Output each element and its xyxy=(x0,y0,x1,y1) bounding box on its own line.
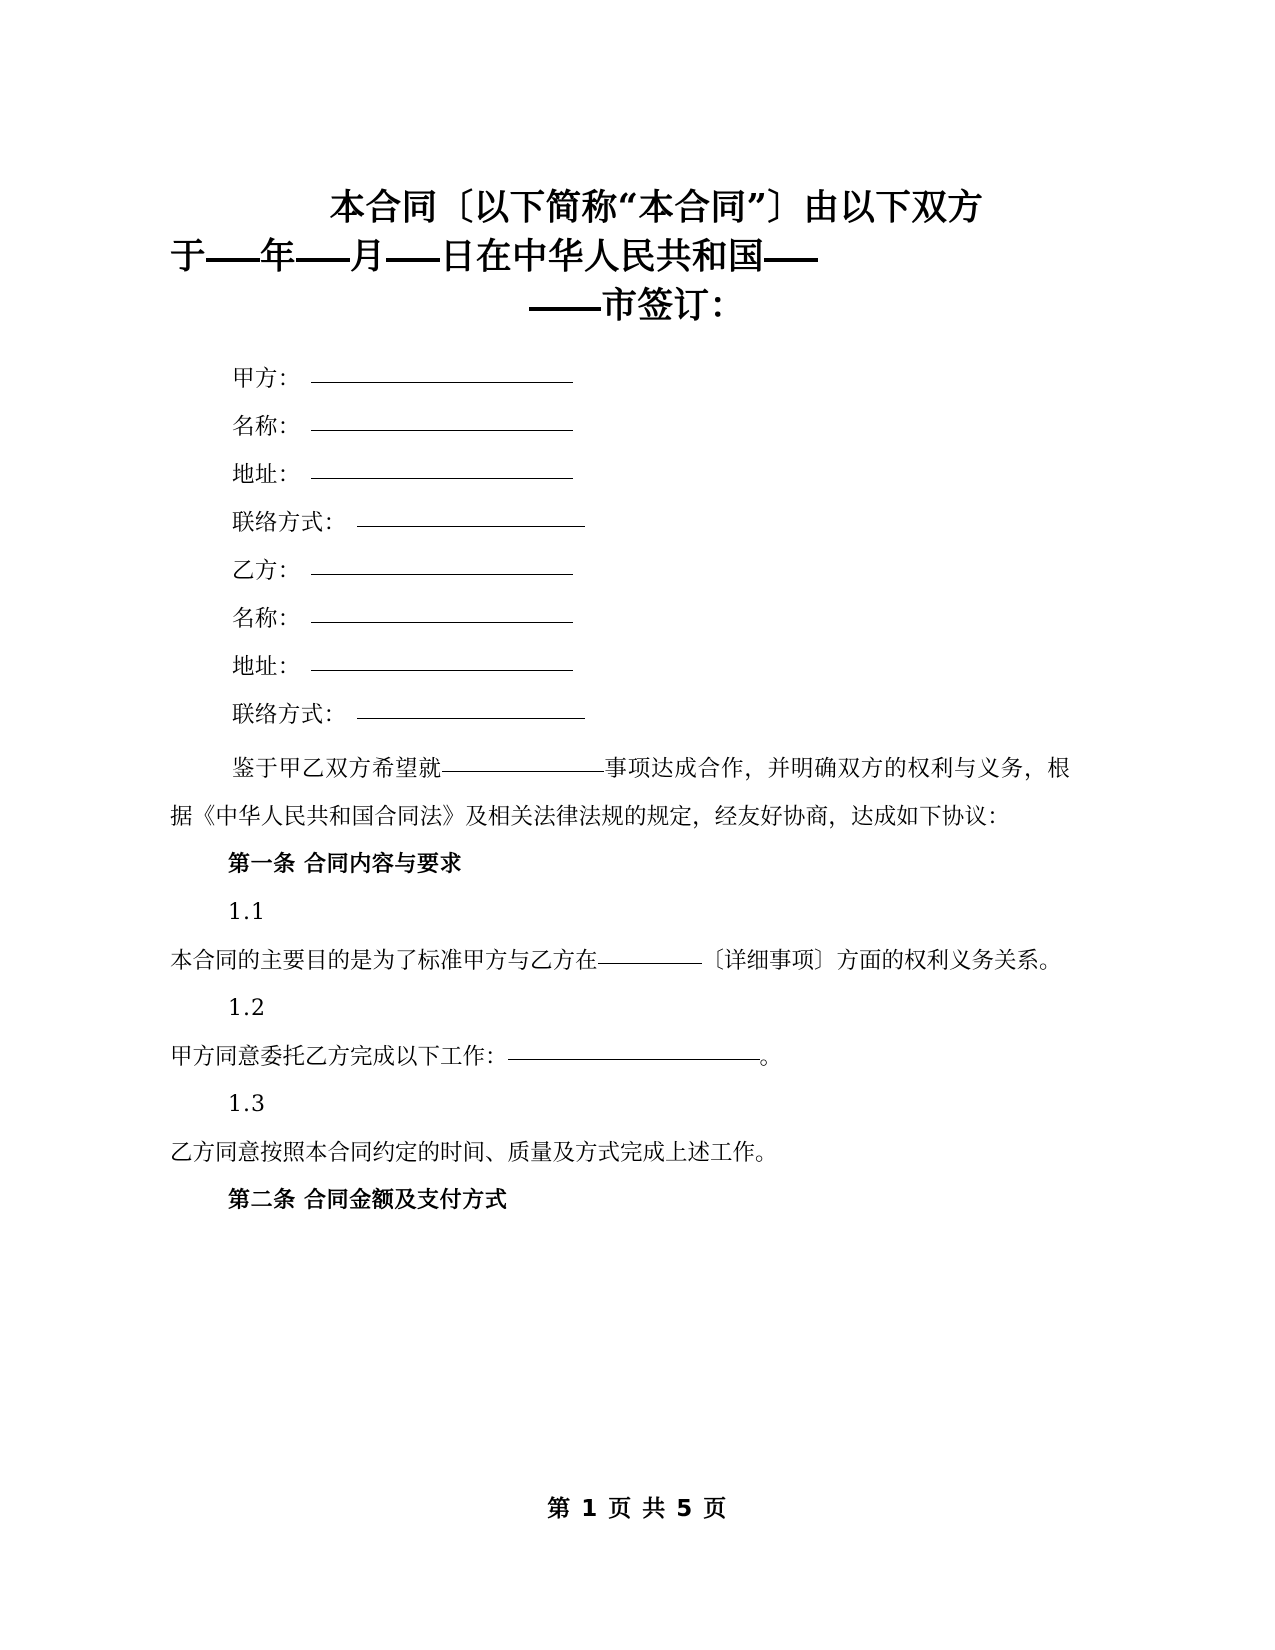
clause-1-3-number: 1.3 xyxy=(228,1092,266,1117)
clause-1-1-number: 1.1 xyxy=(228,900,266,925)
party-a-name-row xyxy=(170,403,1105,451)
clause-1-3-text-part1: 乙方同意按照本合同约定的时间、质量及方式完成上述工作。 xyxy=(170,1140,778,1166)
party-b-name-row xyxy=(170,595,1105,643)
party-a-name-input-line[interactable] xyxy=(311,430,573,431)
preamble-paragraph xyxy=(170,745,1070,841)
clause-2-heading: 第二条 合同金额及支付方式 xyxy=(228,1188,508,1213)
party-a-row xyxy=(170,355,1105,403)
clause-1-1-blank[interactable] xyxy=(598,963,702,964)
clause-1-2-number: 1.2 xyxy=(228,996,266,1021)
document-body xyxy=(170,745,1070,1225)
party-information-block xyxy=(170,355,1105,739)
party-b-address-input-line[interactable] xyxy=(311,670,573,671)
party-a-address-label: 地址： xyxy=(232,462,301,488)
party-b-name-input-line[interactable] xyxy=(311,622,573,623)
party-b-contact-input-line[interactable] xyxy=(357,718,585,719)
party-b-row xyxy=(170,547,1105,595)
title-city-blank xyxy=(529,307,601,311)
clause-1-2-text xyxy=(170,1033,1070,1081)
clause-1-2-text-part1: 甲方同意委托乙方完成以下工作： xyxy=(170,1044,508,1070)
preamble-matter-blank[interactable] xyxy=(442,771,604,772)
party-a-name-label: 名称： xyxy=(232,414,301,440)
party-b-label: 乙方： xyxy=(232,558,301,584)
title-country-blank xyxy=(764,258,818,262)
preamble-text-part1: 鉴于甲乙双方希望就 xyxy=(232,756,442,782)
title-day-blank xyxy=(386,258,440,262)
title-month-blank xyxy=(296,258,350,262)
party-a-input-line[interactable] xyxy=(311,382,573,383)
party-b-input-line[interactable] xyxy=(311,574,573,575)
party-b-address-label: 地址： xyxy=(232,654,301,680)
party-b-name-label: 名称： xyxy=(232,606,301,632)
clause-1-2-text-part2: 。 xyxy=(759,1044,783,1070)
party-b-address-row xyxy=(170,643,1105,691)
page-footer xyxy=(0,1490,1275,1523)
party-b-contact-row xyxy=(170,691,1105,739)
title-line-3: 市签订： xyxy=(170,281,1105,330)
clause-1-3-text xyxy=(170,1129,1070,1177)
party-a-contact-input-line[interactable] xyxy=(357,526,585,527)
preamble-text-part2: 事项达成合作，并明确双方的权利与义务，根据《中华人民共和国合同法》及相关法律法规的规定，经友好协商，达成如下协议： xyxy=(170,756,1070,830)
clause-1-1-text-part2: 〔详细事项〕方面的权利义务关系。 xyxy=(701,948,1062,974)
clause-1-heading: 第一条 合同内容与要求 xyxy=(228,852,463,877)
title-line-1: 本合同〔以下简称“本合同”〕由以下双方 xyxy=(329,187,984,228)
party-a-contact-row xyxy=(170,499,1105,547)
clause-1-2-blank[interactable] xyxy=(508,1059,760,1060)
title-year-blank xyxy=(206,258,260,262)
clause-1-1-text-part1: 本合同的主要目的是为了标准甲方与乙方在 xyxy=(170,948,598,974)
party-a-contact-label: 联络方式： xyxy=(232,510,347,536)
page-number-label: 第 1 页 共 5 页 xyxy=(547,1496,728,1522)
party-b-contact-label: 联络方式： xyxy=(232,702,347,728)
party-a-label: 甲方： xyxy=(232,366,301,392)
party-a-address-row xyxy=(170,451,1105,499)
party-a-address-input-line[interactable] xyxy=(311,478,573,479)
title-line-2: 于 年 月 日在中华人民共和国 xyxy=(170,232,1105,281)
clause-1-1-text xyxy=(170,937,1070,985)
document-title xyxy=(170,183,1105,330)
